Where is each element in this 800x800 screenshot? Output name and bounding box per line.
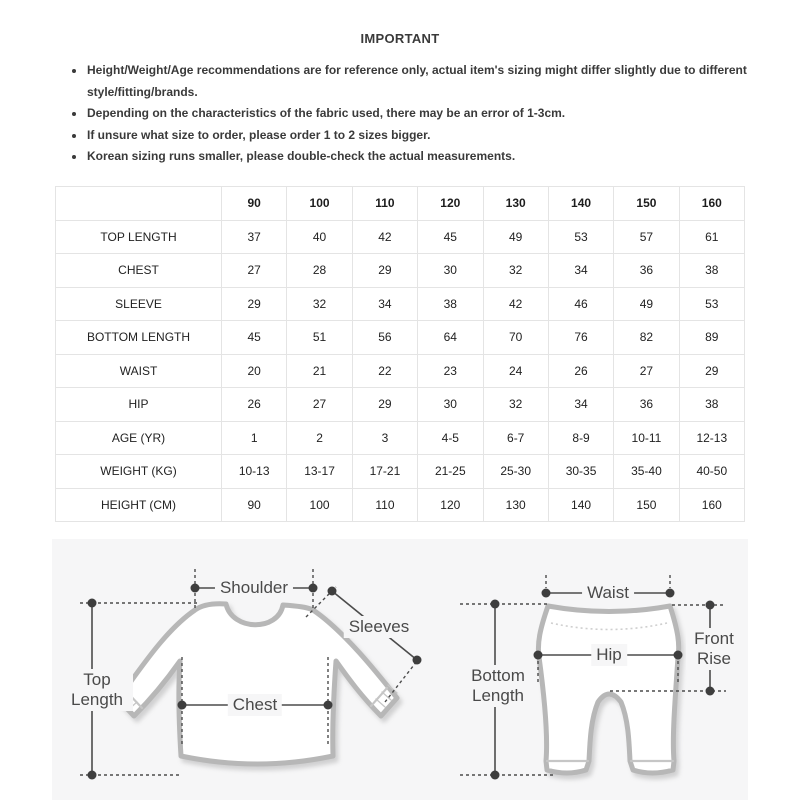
hip-label: Hip [591, 644, 627, 666]
size-value-cell: 110 [352, 488, 417, 522]
size-value-cell: 22 [352, 354, 417, 388]
size-value-cell: 36 [614, 254, 679, 288]
size-table-row [56, 287, 745, 321]
size-value-cell: 28 [287, 254, 352, 288]
size-value-cell: 61 [679, 220, 744, 254]
size-value-cell: 70 [483, 321, 548, 355]
size-column-header: 130 [483, 187, 548, 221]
size-value-cell: 64 [418, 321, 483, 355]
size-value-cell: 1 [222, 421, 287, 455]
size-value-cell: 38 [418, 287, 483, 321]
size-value-cell: 56 [352, 321, 417, 355]
row-label: WAIST [56, 354, 222, 388]
size-column-header: 160 [679, 187, 744, 221]
size-value-cell: 32 [287, 287, 352, 321]
size-value-cell: 100 [287, 488, 352, 522]
size-value-cell: 40 [287, 220, 352, 254]
size-value-cell: 120 [418, 488, 483, 522]
size-value-cell: 12-13 [679, 421, 744, 455]
measurement-diagram-svg [52, 539, 748, 800]
size-value-cell: 35-40 [614, 455, 679, 489]
size-value-cell: 90 [222, 488, 287, 522]
size-table [55, 186, 745, 522]
size-value-cell: 30 [418, 254, 483, 288]
size-table-header-row [56, 187, 745, 221]
size-value-cell: 45 [222, 321, 287, 355]
shoulder-label: Shoulder [215, 577, 293, 599]
size-value-cell: 25-30 [483, 455, 548, 489]
size-value-cell: 26 [222, 388, 287, 422]
size-value-cell: 36 [614, 388, 679, 422]
size-value-cell: 40-50 [679, 455, 744, 489]
size-value-cell: 57 [614, 220, 679, 254]
row-label: AGE (YR) [56, 421, 222, 455]
important-notes-list [60, 60, 762, 168]
sleeves-label: Sleeves [344, 616, 414, 638]
size-table-head [56, 187, 745, 221]
row-label: WEIGHT (KG) [56, 455, 222, 489]
size-value-cell: 76 [548, 321, 613, 355]
size-value-cell: 29 [222, 287, 287, 321]
size-table-corner-cell [56, 187, 222, 221]
size-column-header: 90 [222, 187, 287, 221]
size-value-cell: 17-21 [352, 455, 417, 489]
size-value-cell: 26 [548, 354, 613, 388]
size-value-cell: 89 [679, 321, 744, 355]
size-value-cell: 53 [548, 220, 613, 254]
size-value-cell: 140 [548, 488, 613, 522]
size-value-cell: 4-5 [418, 421, 483, 455]
size-value-cell: 38 [679, 254, 744, 288]
size-table-row [56, 388, 745, 422]
size-value-cell: 42 [483, 287, 548, 321]
size-table-body [56, 220, 745, 522]
size-table-row [56, 321, 745, 355]
size-value-cell: 29 [679, 354, 744, 388]
size-value-cell: 8-9 [548, 421, 613, 455]
size-value-cell: 24 [483, 354, 548, 388]
size-value-cell: 30 [418, 388, 483, 422]
size-column-header: 110 [352, 187, 417, 221]
size-value-cell: 34 [548, 254, 613, 288]
size-value-cell: 13-17 [287, 455, 352, 489]
size-value-cell: 6-7 [483, 421, 548, 455]
row-label: HIP [56, 388, 222, 422]
size-value-cell: 23 [418, 354, 483, 388]
size-column-header: 120 [418, 187, 483, 221]
row-label: SLEEVE [56, 287, 222, 321]
page-title: IMPORTANT [360, 31, 440, 46]
size-value-cell: 160 [679, 488, 744, 522]
size-value-cell: 45 [418, 220, 483, 254]
waist-label: Waist [582, 582, 634, 604]
row-label: TOP LENGTH [56, 220, 222, 254]
size-table-row [56, 254, 745, 288]
note-item: • Depending on the characteristics of the fabric used, there may be an error of 1-3cm. [86, 103, 762, 125]
size-value-cell: 27 [222, 254, 287, 288]
row-label: BOTTOM LENGTH [56, 321, 222, 355]
size-value-cell: 51 [287, 321, 352, 355]
size-value-cell: 42 [352, 220, 417, 254]
size-value-cell: 20 [222, 354, 287, 388]
measurement-diagram-panel [52, 539, 748, 800]
size-table-row [56, 421, 745, 455]
row-label: CHEST [56, 254, 222, 288]
size-value-cell: 82 [614, 321, 679, 355]
size-value-cell: 10-13 [222, 455, 287, 489]
size-table-row [56, 354, 745, 388]
size-column-header: 150 [614, 187, 679, 221]
pants-outline [538, 606, 678, 773]
size-value-cell: 21-25 [418, 455, 483, 489]
size-value-cell: 49 [614, 287, 679, 321]
chest-label: Chest [228, 694, 282, 716]
bottom-length-label: Bottom Length [460, 665, 536, 707]
size-value-cell: 130 [483, 488, 548, 522]
size-value-cell: 2 [287, 421, 352, 455]
size-value-cell: 30-35 [548, 455, 613, 489]
size-value-cell: 53 [679, 287, 744, 321]
size-value-cell: 37 [222, 220, 287, 254]
size-value-cell: 34 [548, 388, 613, 422]
size-value-cell: 150 [614, 488, 679, 522]
size-value-cell: 27 [287, 388, 352, 422]
size-value-cell: 32 [483, 254, 548, 288]
size-value-cell: 38 [679, 388, 744, 422]
size-table-row [56, 220, 745, 254]
top-length-label: Top Length [61, 669, 133, 711]
size-column-header: 140 [548, 187, 613, 221]
note-item: • Korean sizing runs smaller, please double-check the actual measurements. [86, 146, 762, 168]
size-value-cell: 3 [352, 421, 417, 455]
size-table-row [56, 455, 745, 489]
size-value-cell: 21 [287, 354, 352, 388]
size-table-row [56, 488, 745, 522]
row-label: HEIGHT (CM) [56, 488, 222, 522]
front-rise-label: Front Rise [686, 628, 742, 670]
size-value-cell: 34 [352, 287, 417, 321]
note-item: • Height/Weight/Age recommendations are for reference only, actual item's sizing might differ slightly due to different style/fitting/brands. [86, 60, 762, 103]
size-value-cell: 29 [352, 254, 417, 288]
note-item: • If unsure what size to order, please order 1 to 2 sizes bigger. [86, 125, 762, 147]
size-value-cell: 27 [614, 354, 679, 388]
size-value-cell: 49 [483, 220, 548, 254]
size-column-header: 100 [287, 187, 352, 221]
size-value-cell: 32 [483, 388, 548, 422]
size-value-cell: 46 [548, 287, 613, 321]
size-value-cell: 10-11 [614, 421, 679, 455]
size-value-cell: 29 [352, 388, 417, 422]
